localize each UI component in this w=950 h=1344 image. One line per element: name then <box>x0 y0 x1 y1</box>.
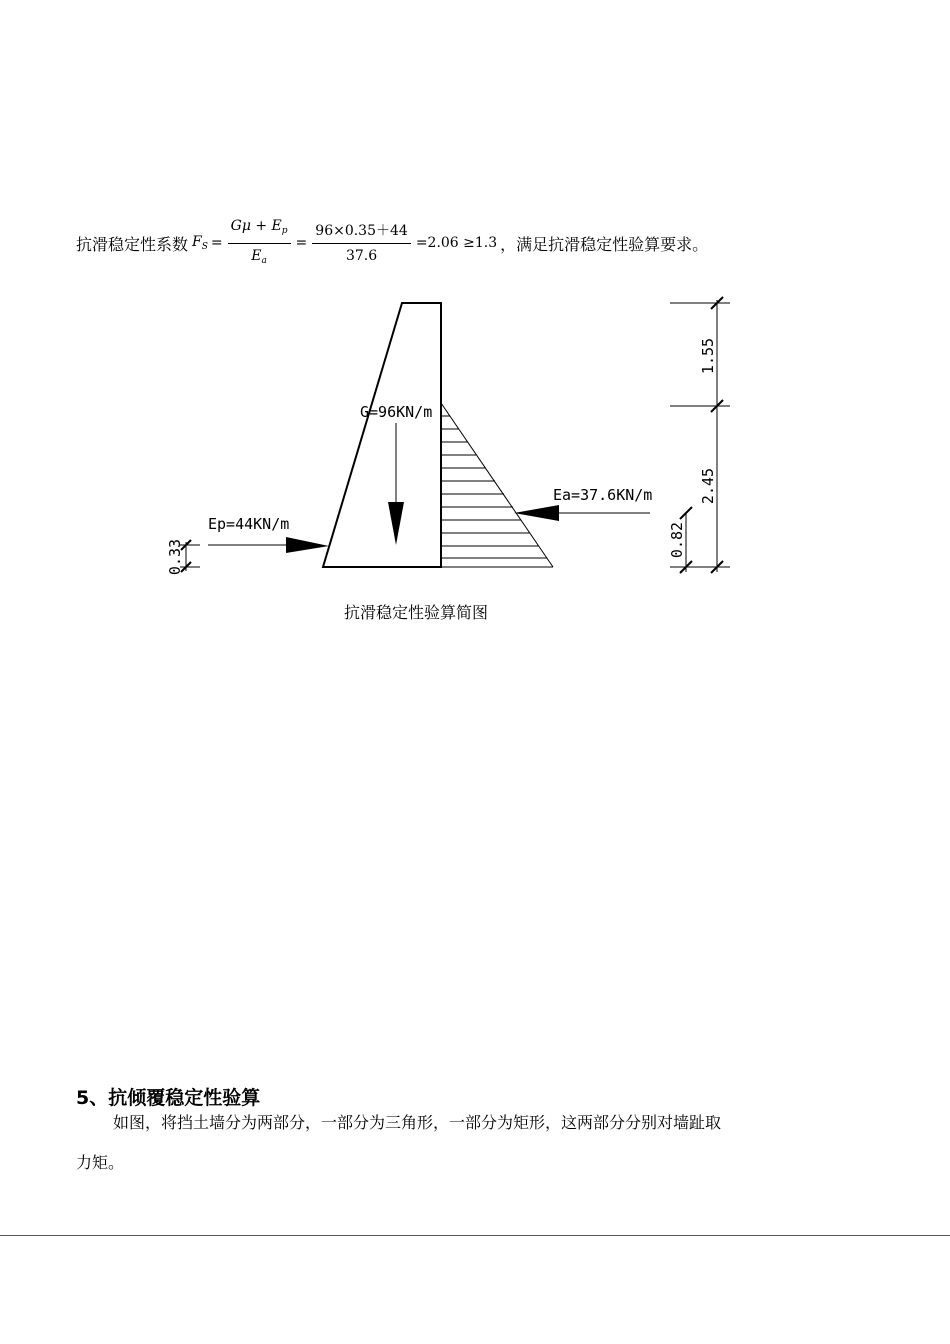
equals-sign-2: = <box>295 235 308 251</box>
dimension-label-4: 0.33 <box>166 538 184 576</box>
fs-symbol: $F_S$ <box>192 234 208 252</box>
footer-rule <box>0 1235 950 1236</box>
fraction-symbolic <box>228 216 291 270</box>
fraction-numeric-numerator: 96×0.35＋44 <box>312 221 411 244</box>
formula-conclusion: ，满足抗滑稳定性验算要求。 <box>500 234 709 254</box>
sliding-stability-diagram <box>150 290 750 580</box>
fraction-symbolic-denominator: $E_a$ <box>251 248 267 266</box>
diagram-caption: 抗滑稳定性验算简图 <box>344 603 489 622</box>
active-pressure-label: Ea=37.6KN/m <box>553 486 653 504</box>
section-heading: 5、抗倾覆稳定性验算 <box>76 1087 261 1109</box>
passive-pressure-arrow <box>208 537 329 553</box>
dimension-label-3: 0.82 <box>668 521 686 559</box>
paragraph-line-1: 如图，将挡土墙分为两部分，一部分为三角形，一部分为矩形，这两部分分别对墙趾取 <box>113 1113 722 1132</box>
passive-pressure-label: Ep=44KN/m <box>208 515 290 533</box>
fraction-numeric <box>312 221 411 265</box>
dimension-label-1: 1.55 <box>699 337 717 375</box>
paragraph-line-2: 力矩。 <box>76 1153 125 1172</box>
active-pressure-arrow <box>514 505 650 521</box>
equals-sign-1: = <box>210 235 223 251</box>
fraction-numeric-denominator: 37.6 <box>345 248 378 264</box>
gravity-arrow <box>388 423 404 545</box>
formula-result: =2.06 ≥1.3 <box>415 235 498 251</box>
dimension-label-2: 2.45 <box>699 467 717 505</box>
gravity-label: G=96KN/m <box>360 403 433 421</box>
fraction-symbolic-numerator: $G\mu + E_p$ <box>228 216 291 244</box>
retaining-wall <box>323 303 441 567</box>
earth-pressure-diagram <box>441 403 553 567</box>
formula-label: 抗滑稳定性系数 <box>76 234 189 254</box>
formula-line <box>76 218 708 268</box>
